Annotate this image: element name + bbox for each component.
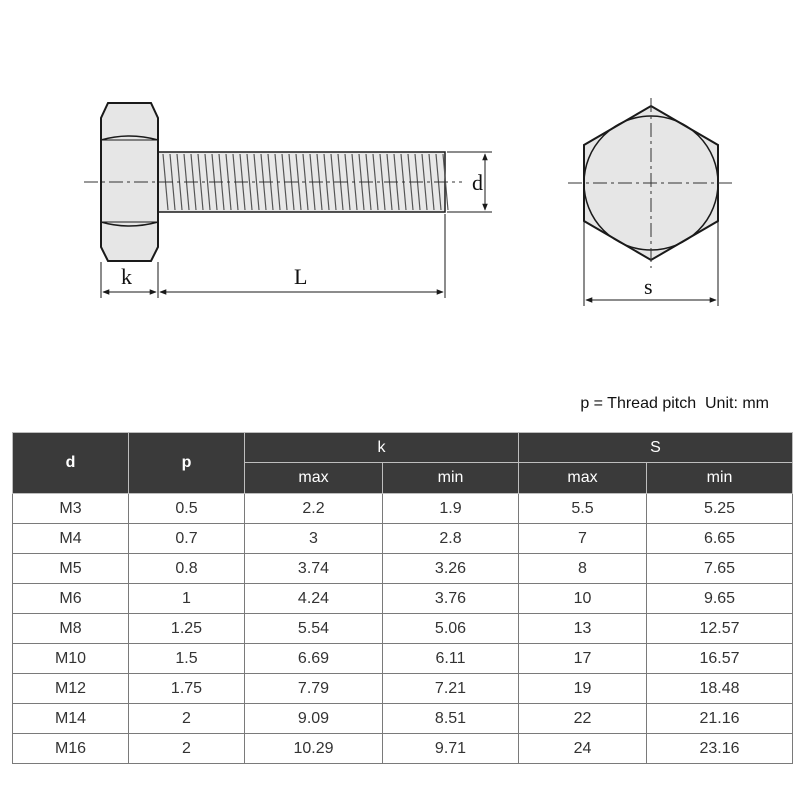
dimension-label-k: k (121, 264, 132, 289)
cell-k-min: 5.06 (383, 614, 519, 644)
table-row (13, 644, 793, 674)
cell-s-min: 23.16 (647, 734, 793, 764)
cell-pitch: 0.7 (129, 524, 245, 554)
bolt-spec-table (12, 432, 793, 764)
cell-s-min: 6.65 (647, 524, 793, 554)
cell-k-min: 1.9 (383, 494, 519, 524)
cell-s-max: 10 (519, 584, 647, 614)
cell-pitch: 1.75 (129, 674, 245, 704)
cell-s-max: 24 (519, 734, 647, 764)
cell-s-min: 21.16 (647, 704, 793, 734)
cell-s-min: 9.65 (647, 584, 793, 614)
cell-size: M12 (13, 674, 129, 704)
cell-size: M6 (13, 584, 129, 614)
cell-pitch: 0.5 (129, 494, 245, 524)
cell-k-min: 3.76 (383, 584, 519, 614)
cell-k-min: 7.21 (383, 674, 519, 704)
cell-k-min: 8.51 (383, 704, 519, 734)
cell-k-max: 6.69 (245, 644, 383, 674)
table-row (13, 674, 793, 704)
cell-k-max: 2.2 (245, 494, 383, 524)
cell-pitch: 0.8 (129, 554, 245, 584)
table-row (13, 524, 793, 554)
cell-k-min: 9.71 (383, 734, 519, 764)
cell-pitch: 1 (129, 584, 245, 614)
bolt-head-end-view (568, 98, 734, 306)
cell-size: M5 (13, 554, 129, 584)
cell-s-max: 22 (519, 704, 647, 734)
cell-size: M10 (13, 644, 129, 674)
header-s-max: max (519, 463, 647, 494)
cell-s-min: 16.57 (647, 644, 793, 674)
cell-pitch: 1.5 (129, 644, 245, 674)
cell-s-max: 13 (519, 614, 647, 644)
cell-k-max: 7.79 (245, 674, 383, 704)
header-s: S (519, 433, 793, 463)
dimension-label-L: L (294, 264, 308, 289)
cell-size: M4 (13, 524, 129, 554)
cell-pitch: 1.25 (129, 614, 245, 644)
cell-s-min: 12.57 (647, 614, 793, 644)
dimension-label-s: s (644, 274, 653, 299)
table-row (13, 734, 793, 764)
cell-k-max: 3 (245, 524, 383, 554)
cell-size: M14 (13, 704, 129, 734)
cell-s-max: 7 (519, 524, 647, 554)
cell-pitch: 2 (129, 734, 245, 764)
cell-k-max: 3.74 (245, 554, 383, 584)
header-s-min: min (647, 463, 793, 494)
cell-k-min: 3.26 (383, 554, 519, 584)
header-k-min: min (383, 463, 519, 494)
cell-pitch: 2 (129, 704, 245, 734)
cell-size: M16 (13, 734, 129, 764)
cell-s-max: 8 (519, 554, 647, 584)
cell-s-max: 5.5 (519, 494, 647, 524)
cell-k-max: 4.24 (245, 584, 383, 614)
cell-k-max: 5.54 (245, 614, 383, 644)
header-d: d (13, 433, 129, 494)
cell-k-min: 2.8 (383, 524, 519, 554)
header-k-max: max (245, 463, 383, 494)
header-k: k (245, 433, 519, 463)
cell-s-min: 7.65 (647, 554, 793, 584)
table-row (13, 614, 793, 644)
cell-s-min: 5.25 (647, 494, 793, 524)
cell-s-min: 18.48 (647, 674, 793, 704)
table-row (13, 554, 793, 584)
cell-s-max: 19 (519, 674, 647, 704)
cell-k-max: 9.09 (245, 704, 383, 734)
table-row (13, 584, 793, 614)
unit-caption: p = Thread pitch Unit: mm (580, 395, 769, 412)
cell-size: M3 (13, 494, 129, 524)
cell-k-min: 6.11 (383, 644, 519, 674)
cell-size: M8 (13, 614, 129, 644)
table-row (13, 704, 793, 734)
cell-s-max: 17 (519, 644, 647, 674)
cell-k-max: 10.29 (245, 734, 383, 764)
bolt-technical-drawing (0, 0, 800, 380)
dimension-label-d: d (472, 170, 483, 195)
table-row (13, 494, 793, 524)
bolt-side-view (84, 103, 492, 298)
header-p: p (129, 433, 245, 494)
